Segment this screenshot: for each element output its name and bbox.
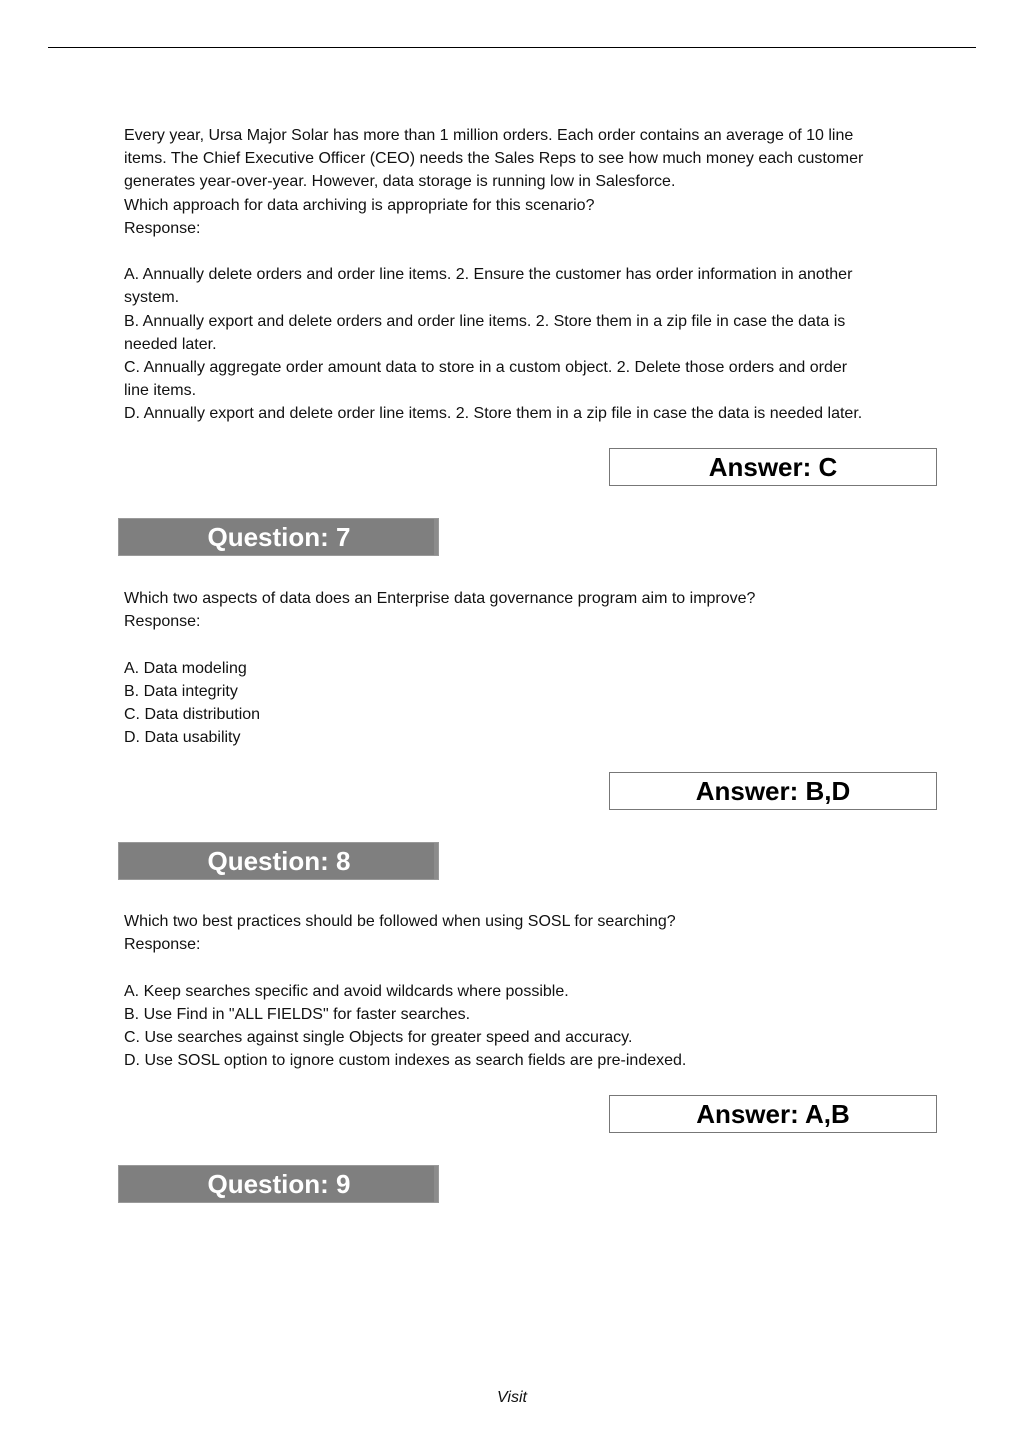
question-title: Question: 7 <box>207 522 351 552</box>
question-6-body <box>124 124 934 426</box>
question-text-line: Every year, Ursa Major Solar has more than 1 million orders. Each order contains an average of 10 line <box>124 127 854 144</box>
question-text-line: Which two best practices should be followed when using SOSL for searching? <box>124 913 676 930</box>
header-rule <box>48 47 976 48</box>
option-line: A. Annually delete orders and order line items. 2. Ensure the customer has order information in another <box>124 266 853 284</box>
question-header-7 <box>118 518 439 556</box>
footer-visit-text: Visit <box>497 1389 527 1406</box>
answer-box-q6: Answer: C <box>609 448 937 486</box>
response-label: Response: <box>124 613 201 631</box>
question-title: Question: 9 <box>207 1169 351 1199</box>
question-7-body <box>124 587 934 749</box>
option-line: C. Data distribution <box>124 706 261 723</box>
question-text-line: items. The Chief Executive Officer (CEO) needs the Sales Reps to see how much money each customer <box>124 150 864 168</box>
answer-box-q8: Answer: A,B <box>609 1095 937 1133</box>
option-line: line items. <box>124 382 197 400</box>
option-line: needed later. <box>124 335 217 353</box>
response-label: Response: <box>124 936 201 954</box>
question-text-line: generates year-over-year. However, data storage is running low in Salesforce. <box>124 173 676 191</box>
answer-box-q7: Answer: B,D <box>609 772 937 810</box>
question-header-9 <box>118 1165 439 1203</box>
question-text-line: Which approach for data archiving is appropriate for this scenario? <box>124 196 595 214</box>
option-line: C. Annually aggregate order amount data to store in a custom object. 2. Delete those orders and order <box>124 359 848 377</box>
option-line: D. Data usability <box>124 729 241 747</box>
option-line: B. Annually export and delete orders and order line items. 2. Store them in a zip file in case the data is <box>124 312 846 330</box>
option-line: A. Data modeling <box>124 659 247 677</box>
option-line: system. <box>124 289 180 307</box>
option-line: C. Use searches against single Objects for greater speed and accuracy. <box>124 1029 633 1046</box>
question-title: Question: 8 <box>207 846 351 876</box>
option-line: D. Use SOSL option to ignore custom indexes as search fields are pre-indexed. <box>124 1052 687 1070</box>
option-line: B. Use Find in "ALL FIELDS" for faster searches. <box>124 1005 471 1023</box>
response-label: Response: <box>124 219 201 237</box>
question-text-line: Which two aspects of data does an Enterprise data governance program aim to improve? <box>124 590 756 607</box>
option-line: A. Keep searches specific and avoid wildcards where possible. <box>124 982 569 1000</box>
option-line: D. Annually export and delete order line items. 2. Store them in a zip file in case the data is needed later. <box>124 405 863 423</box>
question-header-8 <box>118 842 439 880</box>
question-8-body <box>124 910 934 1072</box>
option-line: B. Data integrity <box>124 682 238 700</box>
